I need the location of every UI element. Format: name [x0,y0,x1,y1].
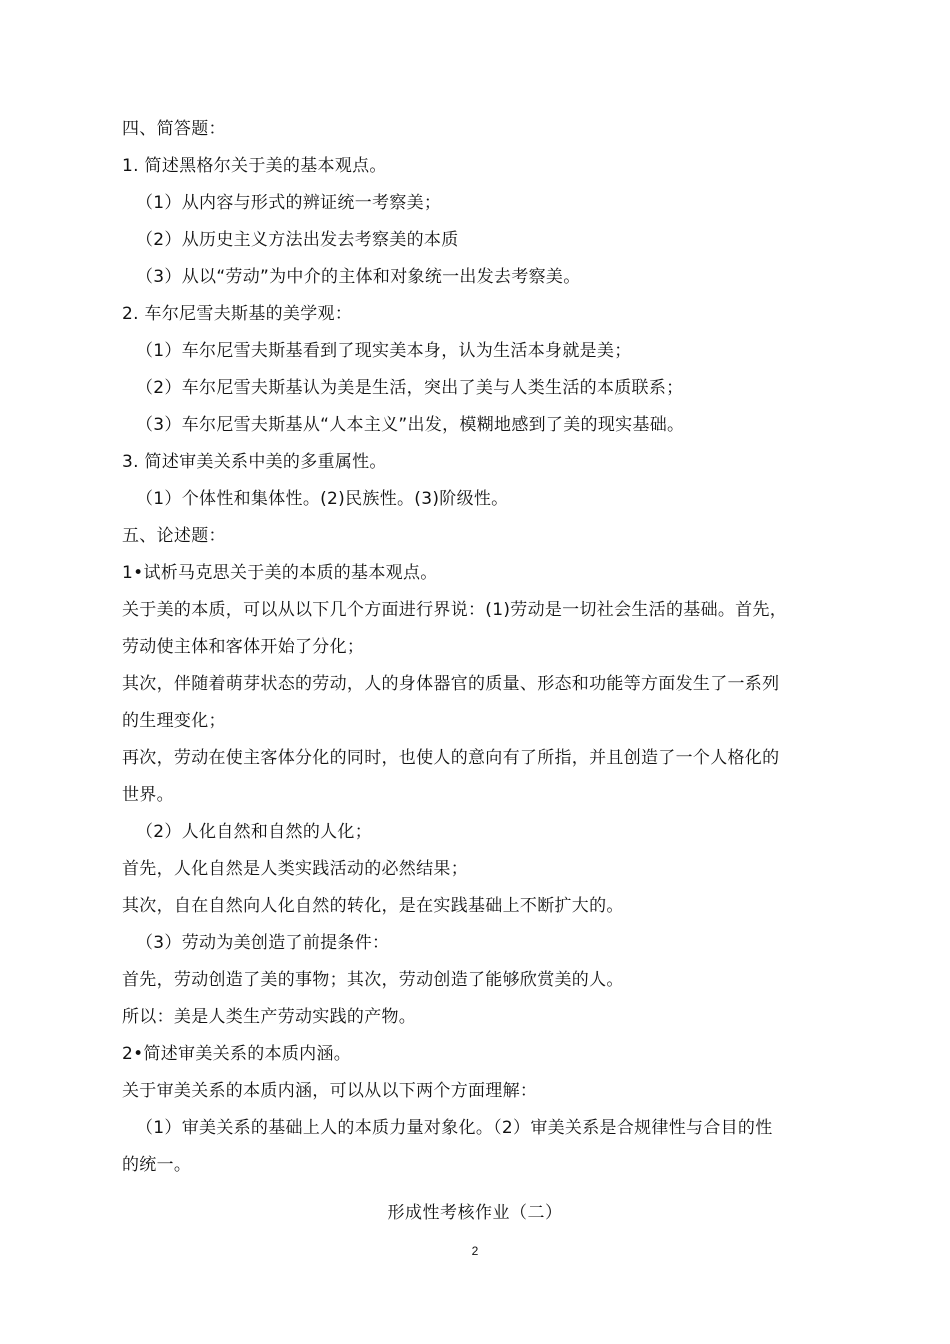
answer-item: （1）车尔尼雪夫斯基看到了现实美本身，认为生活本身就是美； [136,341,632,361]
paragraph-line: 再次，劳动在使主客体分化的同时，也使人的意向有了所指，并且创造了一个人格化的 [122,748,780,768]
answer-item: （2）从历史主义方法出发去考察美的本质 [136,230,459,250]
paragraph-line: 的生理变化； [122,711,226,731]
paragraph-line: 所以：美是人类生产劳动实践的产物。 [122,1007,417,1027]
question-3-title: 3. 简述审美关系中美的多重属性。 [122,452,387,472]
question-1-title: 1. 简述黑格尔关于美的基本观点。 [122,156,387,176]
page-number: 2 [471,1244,479,1258]
paragraph-line: 首先，劳动创造了美的事物；其次，劳动创造了能够欣赏美的人。 [122,970,624,990]
section-heading-essay: 五、论述题： [122,526,226,546]
paragraph-line: 劳动使主体和客体开始了分化； [122,637,365,657]
essay-question-1-title: 1•试析马克思关于美的本质的基本观点。 [122,563,438,583]
paragraph-line: 世界。 [122,785,174,805]
paragraph-line: （1）审美关系的基础上人的本质力量对象化。（2）审美关系是合规律性与合目的性 [136,1118,773,1138]
paragraph-line: 首先，人化自然是人类实践活动的必然结果； [122,859,468,879]
answer-item: （3）从以“劳动”为中介的主体和对象统一出发去考察美。 [136,267,581,287]
paragraph-line: 其次，自在自然向人化自然的转化，是在实践基础上不断扩大的。 [122,896,624,916]
answer-item: （3）车尔尼雪夫斯基从“人本主义”出发，模糊地感到了美的现实基础。 [136,415,685,435]
essay-question-2-title: 2•简述审美关系的本质内涵。 [122,1044,352,1064]
section-heading-short-answer: 四、简答题： [122,119,226,139]
answer-item: （1）从内容与形式的辨证统一考察美； [136,193,442,213]
answer-item: （2）车尔尼雪夫斯基认为美是生活，突出了美与人类生活的本质联系； [136,378,684,398]
answer-item: （3）劳动为美创造了前提条件： [136,933,390,953]
paragraph-line: 的统一。 [122,1155,192,1175]
answer-item: （1）个体性和集体性。(2)民族性。(3)阶级性。 [136,489,509,509]
question-2-title: 2. 车尔尼雪夫斯基的美学观： [122,304,353,324]
assignment-title: 形成性考核作业（二） [387,1203,563,1223]
paragraph-line: 关于审美关系的本质内涵，可以从以下两个方面理解： [122,1081,538,1101]
answer-item: （2）人化自然和自然的人化； [136,822,373,842]
paragraph-line: 其次，伴随着萌芽状态的劳动，人的身体器官的质量、形态和功能等方面发生了一系列 [122,674,780,694]
paragraph-line: 关于美的本质，可以从以下几个方面进行界说：(1)劳动是一切社会生活的基础。首先， [122,600,788,620]
